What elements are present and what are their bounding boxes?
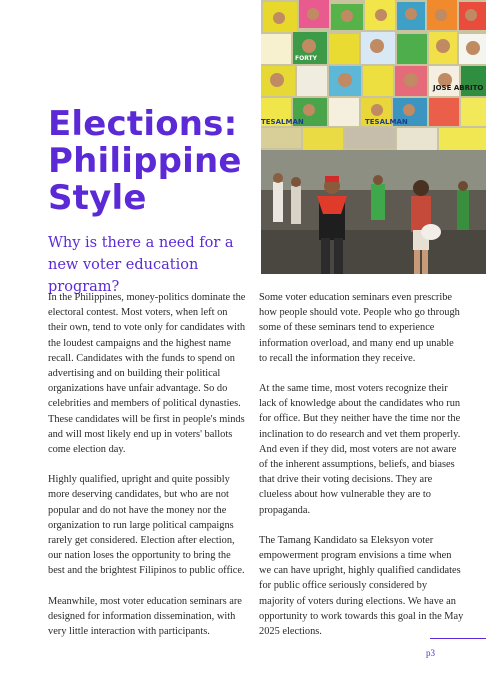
footer-rule [430, 638, 486, 639]
paragraph: In the Philippines, money-politics dominate the electoral contest. Most voters, when left on their own, tend to vote only for candidates with the loudest campaigns and the highest name recall. Candidates with the funds to spend on advertising and on building their political organizations have unfair advantage. So do celebrities and members of political dynasties. These candidates will be first in people's minds and will most likely end up in voters' ballots come election day. [48, 292, 246, 456]
election-posters-photo [261, 0, 486, 274]
body-column-right [259, 290, 464, 654]
paragraph: Meanwhile, most voter education seminars are designed for information dissemination, with very little interaction with participants. [48, 595, 242, 638]
poster-text-2: TESALMAN [261, 118, 304, 126]
title-line-3: Style [48, 178, 147, 218]
section-subtitle: Why is there a need for a new voter education program? [48, 235, 234, 295]
paragraph: Some voter education seminars even prescribe how people should vote. People who go through some of these seminars tend to experience information overload, and many end up unable to recall the information they receive. [259, 292, 460, 364]
paragraph: At the same time, most voters recognize their lack of knowledge about the candidates who run for office. But they neither have the time nor the inclination to do research and vet them properly. And even if they did, most voters are not aware of the inherent assumptions, beliefs, and biases that drive their voting decisions. They are clueless about how vulnerable they are to propaganda. [259, 383, 461, 516]
poster-text-3: TESALMAN [365, 118, 408, 126]
paragraph: Highly qualified, upright and quite possibly more deserving candidates, but who are not popular and do not have the money nor the organization to run large political campaigns rarely get considered. Election after election, our nation loses the opportunity to bring the best and the brightest Filipinos to public office. [48, 474, 245, 577]
page-number: p3 [426, 648, 435, 658]
paragraph: The Tamang Kandidato sa Eleksyon voter empowerment program envisions a time when we can have upright, highly qualified candidates for public office seriously considered by majority of voters during elections. We have an opportunity to work towards this goal in the May 2025 elections. [259, 534, 464, 638]
title-line-1: Elections: [48, 104, 238, 144]
page-title [48, 106, 253, 217]
body-column-left [48, 290, 248, 654]
poster-text-1: JOSE ABRITO [433, 84, 484, 92]
title-line-2: Philippine [48, 141, 242, 181]
poster-text-4: FORTY [295, 55, 317, 62]
